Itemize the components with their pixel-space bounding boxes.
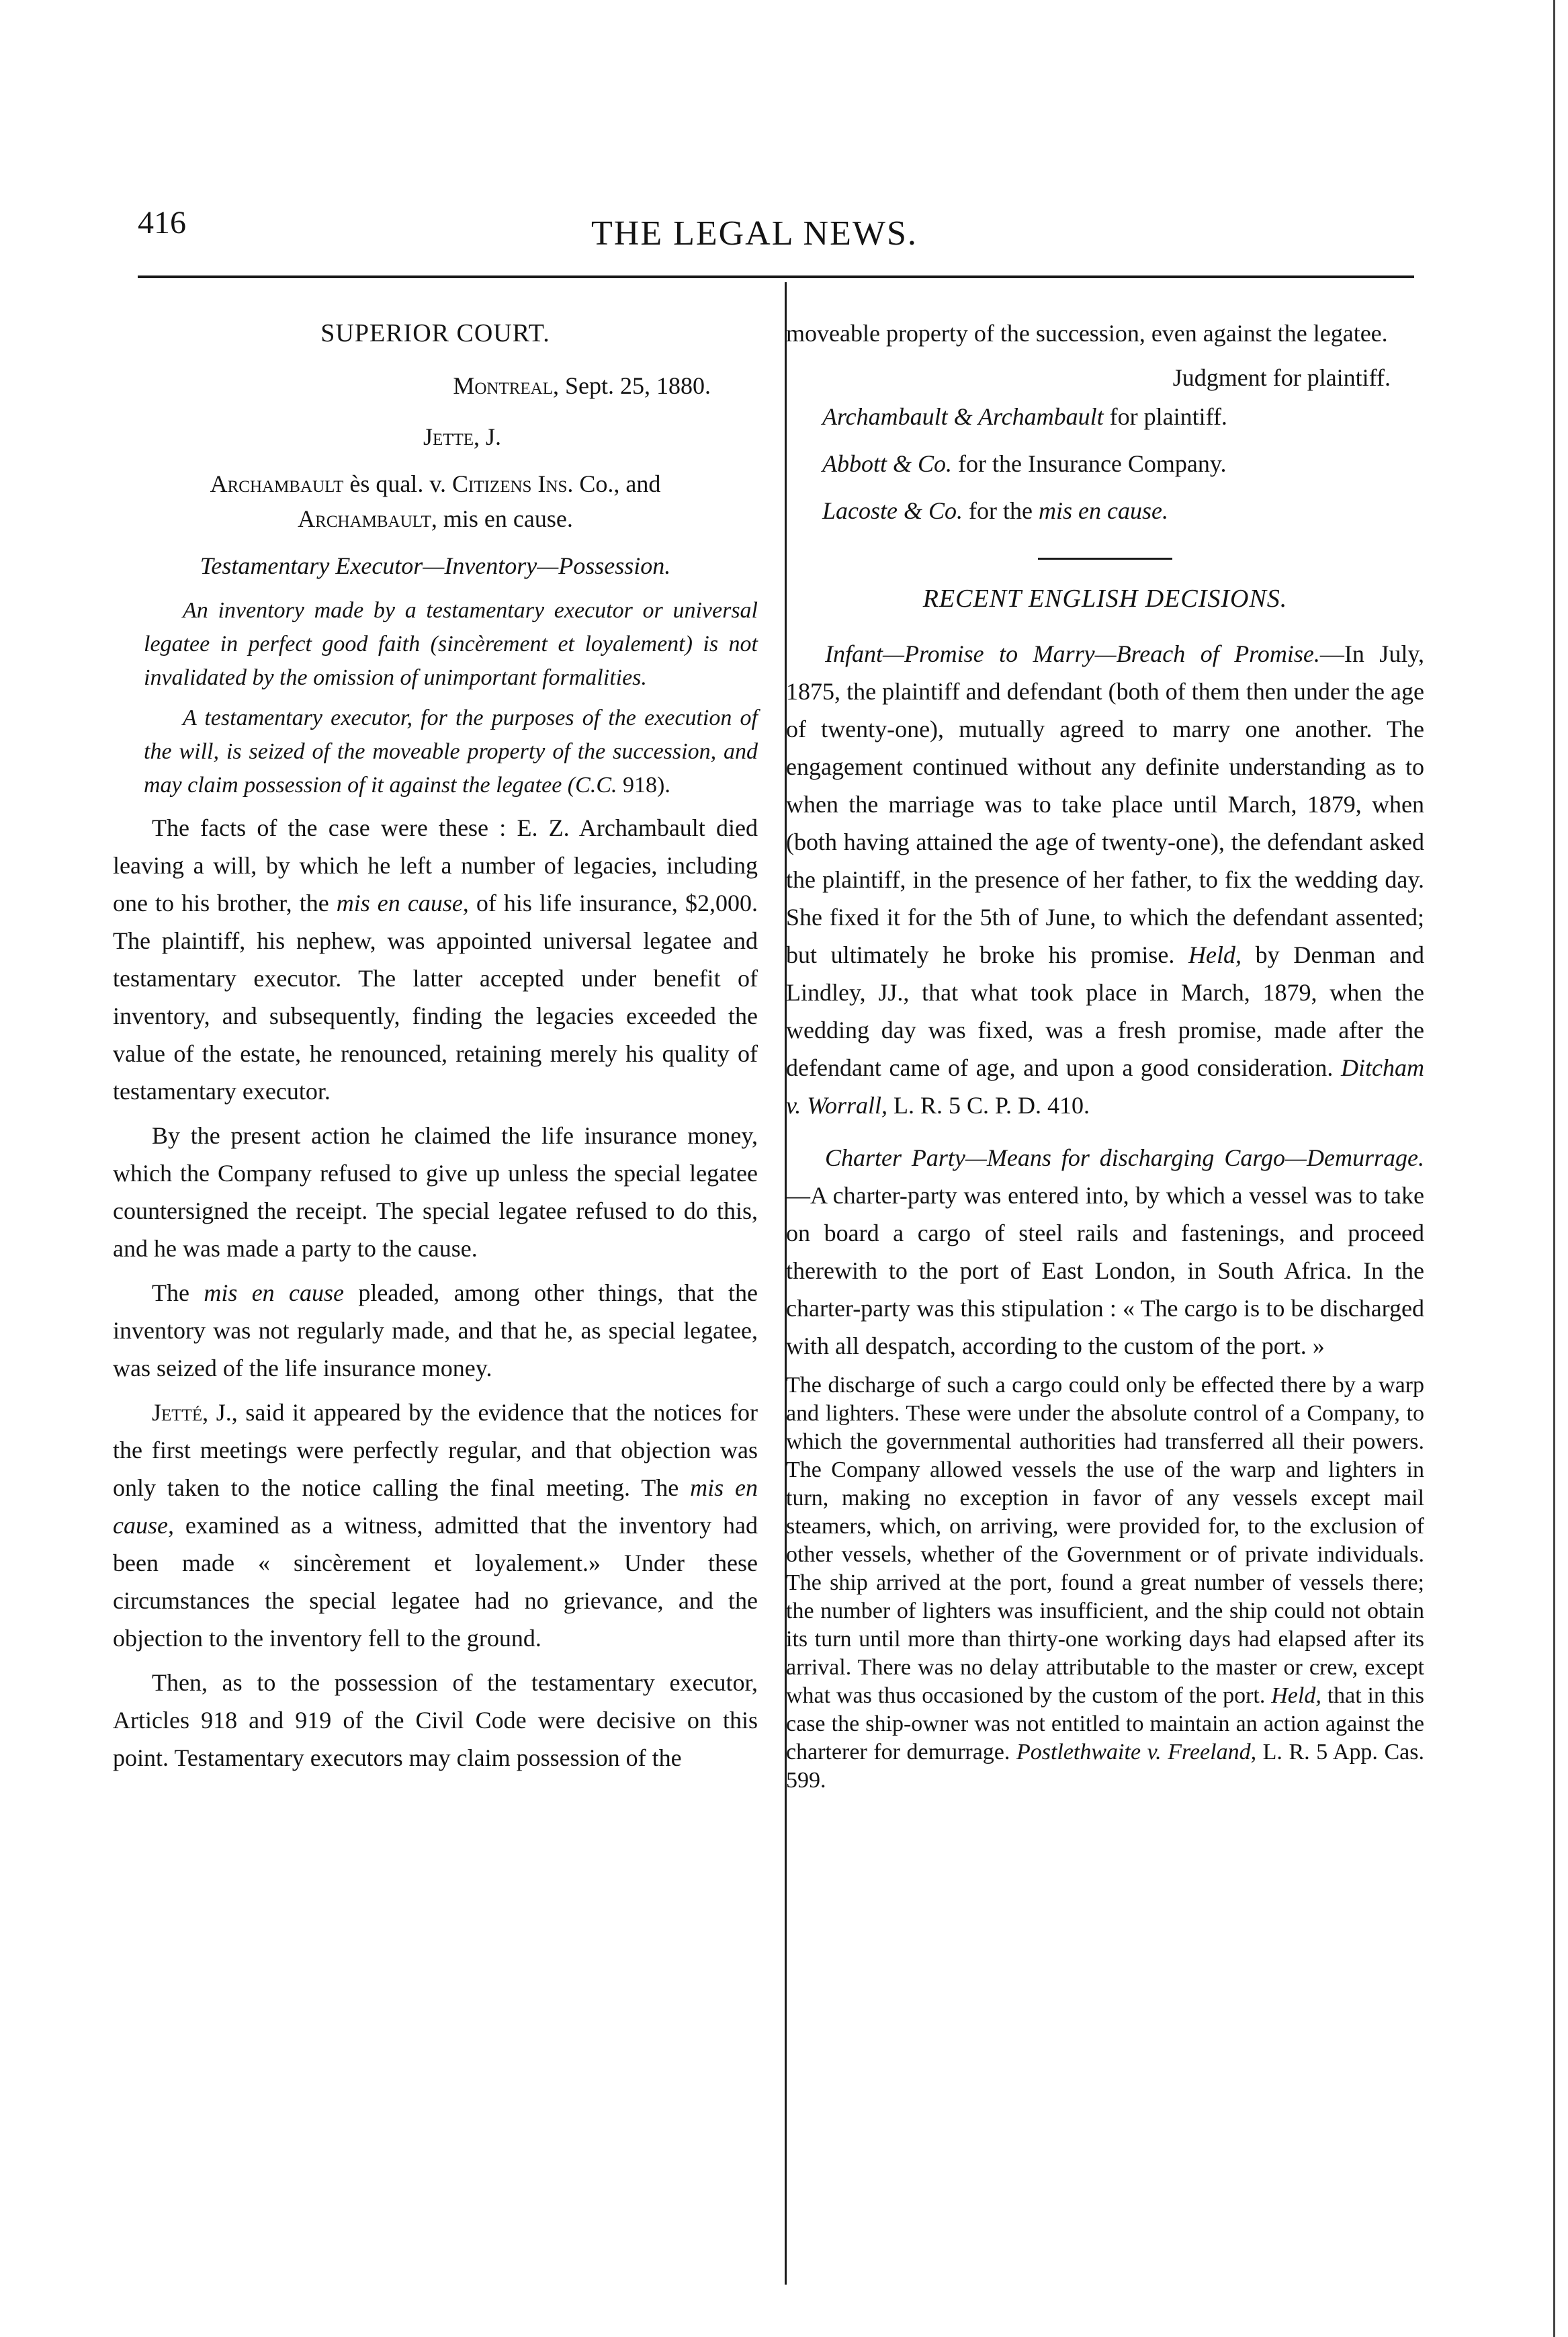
judgment-text-2: examined as a witness, admitted that the inventory had been made « sincèrement et loyalement.» Under these circumstances the special legatee had no grievance, and the objection to the inventory fell to the ground. [113,1512,758,1652]
facts-text-2: of his life insurance, $2,000. The plaintiff, his nephew, was appointed universal legatee and testamentary executor. The latter accepted under benefit of inventory, and subsequently, finding the legacies exceeded the value of the estate, he renounced, retaining merely his quality of testamentary executor. [113,890,758,1105]
case-charter-cite: Postlethwaite v. Freeland, [1016,1740,1257,1765]
paragraph-plea [113,1274,758,1387]
paragraph-possession: Then, as to the possession of the testamentary executor, Articles 918 and 919 of the Civil Code were decisive on this point. Testamentary executors may claim possession of the [113,1669,758,1771]
right-column [786,314,1424,1801]
facts-mis-en-cause: mis en cause, [336,890,469,917]
continuation-text: moveable property of the succession, even against the legatee. [786,320,1388,347]
case-charter-continued [786,1371,1424,1795]
court-title: SUPERIOR COURT. [320,319,550,347]
judgment-text-1: J., said it appeared by the evidence that the notices for the first meetings were perfectly regular, and that objection was only taken to the notice calling the final meeting. The [113,1399,758,1501]
section-rule [1038,558,1172,560]
case-charter-held: Held, [1271,1683,1321,1708]
counsel-insurer-role: for the Insurance Company. [952,450,1227,477]
page-edge [1553,0,1555,2337]
case-charter-text: —A charter-party was entered into, by which a vessel was to take on board a cargo of steel rails and fastenings, and proceed therewith to the port of East London, in South Africa. In the charter-party was this stipulation : « The cargo is to be discharged with all despatch, according to the custom of the port. » [786,1182,1424,1359]
running-head: THE LEGAL NEWS. [591,214,918,253]
case-parties [113,466,758,536]
counsel-insurer [786,443,1424,484]
counsel-mis-role: mis en cause. [1038,497,1168,524]
counsel-mis-en-cause [786,491,1424,531]
party-co: Co., and [579,470,661,497]
headnote-2-cite: C.C. [575,773,617,798]
page-number: 416 [138,205,186,241]
judgment-mis-en-cause: mis en cause, [113,1474,758,1539]
case-infant-held: Held, [1188,941,1242,968]
headnote-1: An inventory made by a testamentary executor or universal legatee in perfect good faith (sincèrement et loyalement) is not invalidated by the omission of unimportant formalities. [144,598,758,690]
paragraph-judgment [113,1394,758,1657]
case-infant-text: —In July, 1875, the plaintiff and defendant (both of them then under the age of twenty-one), mutually agreed to marry one another. The engagement continued without any definite understanding as to when the marriage was to take place until March, 1879, when (both having attained the age of twenty-one), the defendant asked the plaintiff, in the presence of her father, to fix the wedding day. She fixed it for the 5th of June, to which the defendant assented; but ultimately he broke his promise. [786,640,1424,968]
paragraph-action: By the present action he claimed the life insurance money, which the Company refused to give up unless the special legatee countersigned the receipt. The special legatee refused to do this, and he was made a party to the cause. [113,1122,758,1262]
counsel-insurer-name: Abbott & Co. [822,450,953,477]
party-qualifier: ès qual. v. [349,470,446,497]
case-infant-text-2: by Denman and Lindley, JJ., that what took place in March, 1879, when the wedding day was fixed, was a fresh promise, made after the defendant came of age, and upon a good consideration. [786,941,1424,1081]
case-infant-cite: Ditcham v. Worrall, [786,1054,1424,1119]
counsel-plaintiff-role: for plaintiff. [1103,403,1227,430]
case-charter-title: Charter Party—Means for discharging Cargo—Demurrage. [825,1144,1424,1171]
party-plaintiff: Archambault [210,470,344,497]
dateline [113,367,758,405]
date: Sept. 25, 1880. [564,372,711,399]
judge: Jette, J. [423,423,502,450]
case-infant-ref: L. R. 5 C. P. D. 410. [887,1092,1090,1119]
case-subject: Testamentary Executor—Inventory—Possession. [200,552,671,579]
case-charter-text-3: that in this case the ship-owner was not entitled to maintain an action against the charterer for demurrage. [786,1683,1424,1765]
judgment-line: Judgment for plaintiff. [1172,364,1391,391]
plea-mis-en-cause: mis en cause [204,1279,344,1306]
counsel-mis-name: Lacoste & Co. [822,497,963,524]
header-rule [138,275,1414,278]
case-infant [786,635,1424,1124]
case-charter-text-2: The discharge of such a cargo could only be effected there by a warp and lighters. These were under the absolute control of a Company, to which the governmental authorities had transferred all their powers. The Company allowed vessels the use of the warp and lighters in turn, making no exception in favor of any vessels except mail steamers, which, on arriving, were provided for, to the exclusion of other vessels, whether of the Government or of private individuals. The ship arrived at the port, found a great number of vessels there; the number of lighters was insufficient, and the ship could not obtain its turn until more than thirty-one working days had elapsed after its arrival. There was no delay attributable to the master or crew, except what was thus occasioned by the custom of the port. [786,1373,1424,1708]
section-title: RECENT ENGLISH DECISIONS. [922,585,1288,613]
case-charter-ref: L. R. 5 App. Cas. 599. [786,1740,1424,1793]
mis-en-cause-label: , mis en cause. [431,505,573,532]
counsel-mis-mid: for the [963,497,1039,524]
plea-text-2: pleaded, among other things, that the inventory was not regularly made, and that he, as special legatee, was seized of the life insurance money. [113,1279,758,1382]
counsel-plaintiff [786,396,1424,437]
party-defendant: Citizens Ins. [451,470,574,497]
judgment-judge: Jetté, [152,1399,209,1426]
headnote-2-text: A testamentary executor, for the purposes of the execution of the will, is seized of the moveable property of the succession, and may claim possession of it against the legatee ( [144,706,758,798]
case-charter [786,1139,1424,1365]
place: Montreal, [453,372,559,399]
left-column [113,314,758,1783]
counsel-plaintiff-name: Archambault & Archambault [822,403,1104,430]
paragraph-facts [113,809,758,1110]
facts-text-1: The facts of the case were these : E. Z. Archambault died leaving a will, by which he left a number of legacies, including one to his brother, the [113,814,758,917]
case-infant-title: Infant—Promise to Marry—Breach of Promise. [825,640,1320,667]
headnote-2 [113,702,758,802]
party-mis-en-cause: Archambault [298,505,431,532]
headnote-2-end: 918). [617,773,670,798]
plea-text-1: The [152,1279,204,1306]
